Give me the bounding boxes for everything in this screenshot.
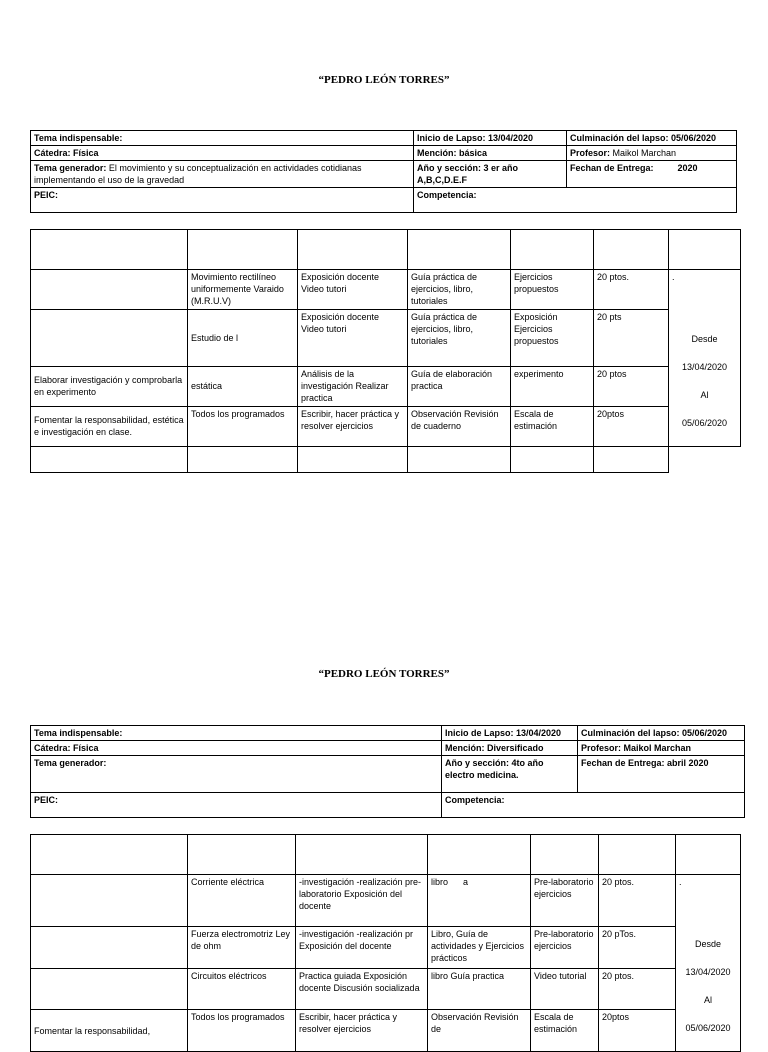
instrumento-cell: Escala de estimación	[531, 1010, 599, 1052]
end-date: 05/06/2020	[681, 418, 728, 428]
empty-cell	[408, 447, 511, 473]
instrumento-cell: Pre-laboratorio ejercicios	[531, 875, 599, 927]
empty-cell	[188, 230, 298, 270]
date-range-cell	[676, 875, 741, 1052]
catedra: Cátedra: Física	[31, 146, 414, 161]
estrategia-cell: Análisis de la investigación Realizar practica	[298, 366, 408, 406]
empty-cell	[594, 447, 669, 473]
empty-cell	[594, 230, 669, 270]
peic: PEIC:	[31, 188, 414, 213]
estrategia-cell: -investigación -realización pr Exposición del docente	[296, 927, 428, 969]
objetivo-cell	[31, 875, 188, 927]
empty-cell	[298, 230, 408, 270]
contenido-cell: Todos los programados	[188, 1010, 296, 1052]
empty-cell	[428, 835, 531, 875]
estrategia-cell: Escribir, hacer práctica y resolver ejercicios	[296, 1010, 428, 1052]
header-table	[30, 130, 737, 213]
ponderacion-cell: 20 pts	[594, 310, 669, 366]
empty-cell	[511, 447, 594, 473]
estrategia-cell: Escribir, hacer práctica y resolver ejercicios	[298, 406, 408, 446]
ponderacion-cell: 20 pTos.	[599, 927, 676, 969]
competencia: Competencia:	[442, 793, 745, 818]
empty-cell	[408, 230, 511, 270]
ponderacion-cell: 20 ptos.	[599, 875, 676, 927]
catedra: Cátedra: Física	[31, 741, 442, 756]
tema-generador: Tema generador: El movimiento y su conceptualización en actividades cotidianas implementando el uso de la gravedad	[31, 161, 414, 188]
empty-cell	[31, 447, 188, 473]
date-range-cell	[669, 270, 741, 447]
tema-generador: Tema generador:	[31, 756, 442, 793]
plan-table	[30, 834, 741, 1052]
instrumento-cell: Pre-laboratorio ejercicios	[531, 927, 599, 969]
contenido-cell: Fuerza electromotriz Ley de ohm	[188, 927, 296, 969]
empty-cell	[31, 230, 188, 270]
competencia: Competencia:	[414, 188, 737, 213]
empty-cell	[531, 835, 599, 875]
al-label: Al	[703, 995, 712, 1005]
empty-cell	[298, 447, 408, 473]
empty-cell	[511, 230, 594, 270]
empty-cell	[31, 835, 188, 875]
anio-seccion: Año y sección: 4to año electro medicina.	[442, 756, 578, 793]
ponderacion-cell: 20 ptos.	[599, 968, 676, 1010]
instrumento-cell: Exposición Ejercicios propuestos	[511, 310, 594, 366]
peic: PEIC:	[31, 793, 442, 818]
objetivo-cell: Elaborar investigación y comprobarla en experimento	[31, 366, 188, 406]
contenido-cell: Circuitos eléctricos	[188, 968, 296, 1010]
mencion: Mención: básica	[414, 146, 567, 161]
contenido-cell: Movimiento rectilíneo uniformemente Varaido (M.R.U.V)	[188, 270, 298, 310]
empty-cell	[296, 835, 428, 875]
recurso-cell: Guía de elaboración practica	[408, 366, 511, 406]
header-table	[30, 725, 745, 818]
contenido-cell: estática	[188, 366, 298, 406]
instrumento-cell: Video tutorial	[531, 968, 599, 1010]
school-title: “PEDRO LEÓN TORRES”	[318, 74, 450, 86]
end-date: 05/06/2020	[685, 1023, 731, 1033]
objetivo-cell: Fomentar la responsabilidad,	[31, 1010, 188, 1052]
profesor: Profesor: Maikol Marchan	[567, 146, 737, 161]
objetivo-cell: Fomentar la responsabilidad, estética e investigación en clase.	[31, 406, 188, 446]
estrategia-cell: -investigación -realización pre-laboratorio Exposición del docente	[296, 875, 428, 927]
profesor: Profesor: Maikol Marchan	[578, 741, 745, 756]
estrategia-cell: Exposición docente Video tutori	[298, 270, 408, 310]
start-date: 13/04/2020	[681, 362, 728, 372]
contenido-cell: Corriente eléctrica	[188, 875, 296, 927]
recurso-cell: Guía práctica de ejercicios, libro, tutoriales	[408, 310, 511, 366]
anio-seccion: Año y sección: 3 er año A,B,C,D.E.F	[414, 161, 567, 188]
start-date: 13/04/2020	[685, 967, 731, 977]
ponderacion-cell: 20ptos	[594, 406, 669, 446]
recurso-cell: libro a	[428, 875, 531, 927]
dot-mark: .	[679, 877, 682, 887]
instrumento-cell: Escala de estimación	[511, 406, 594, 446]
ponderacion-cell: 20 ptos	[594, 366, 669, 406]
empty-cell	[188, 447, 298, 473]
contenido-cell: Todos los programados	[188, 406, 298, 446]
tema-indispensable: Tema indispensable:	[31, 131, 414, 146]
recurso-cell: Libro, Guía de actividades y Ejercicios prácticos	[428, 927, 531, 969]
dot-mark: .	[672, 272, 675, 282]
culminacion-lapso: Culminación del lapso: 05/06/2020	[567, 131, 737, 146]
ponderacion-cell: 20ptos	[599, 1010, 676, 1052]
school-title: “PEDRO LEÓN TORRES”	[318, 668, 450, 680]
objetivo-cell	[31, 310, 188, 366]
instrumento-cell: experimento	[511, 366, 594, 406]
empty-cell	[188, 835, 296, 875]
plan-table	[30, 229, 741, 473]
desde-label: Desde	[694, 939, 721, 949]
objetivo-cell	[31, 270, 188, 310]
inicio-lapso: Inicio de Lapso: 13/04/2020	[414, 131, 567, 146]
fecha-entrega: Fechan de Entrega: abril 2020	[578, 756, 745, 793]
culminacion-lapso: Culminación del lapso: 05/06/2020	[578, 726, 745, 741]
al-label: Al	[700, 390, 709, 400]
ponderacion-cell: 20 ptos.	[594, 270, 669, 310]
recurso-cell: Observación Revisión de cuaderno	[408, 406, 511, 446]
contenido-cell: Estudio de l	[188, 310, 298, 366]
fecha-entrega: Fechan de Entrega: 2020	[567, 161, 737, 188]
desde-label: Desde	[691, 334, 718, 344]
instrumento-cell: Ejercicios propuestos	[511, 270, 594, 310]
recurso-cell: libro Guía practica	[428, 968, 531, 1010]
objetivo-cell	[31, 927, 188, 969]
objetivo-cell	[31, 968, 188, 1010]
mencion: Mención: Diversificado	[442, 741, 578, 756]
empty-cell	[669, 230, 741, 270]
estrategia-cell: Practica guiada Exposición docente Discusión socializada	[296, 968, 428, 1010]
inicio-lapso: Inicio de Lapso: 13/04/2020	[442, 726, 578, 741]
recurso-cell: Observación Revisión de	[428, 1010, 531, 1052]
tema-indispensable: Tema indispensable:	[31, 726, 442, 741]
empty-cell	[676, 835, 741, 875]
estrategia-cell: Exposición docente Video tutori	[298, 310, 408, 366]
recurso-cell: Guía práctica de ejercicios, libro, tutoriales	[408, 270, 511, 310]
empty-cell	[599, 835, 676, 875]
